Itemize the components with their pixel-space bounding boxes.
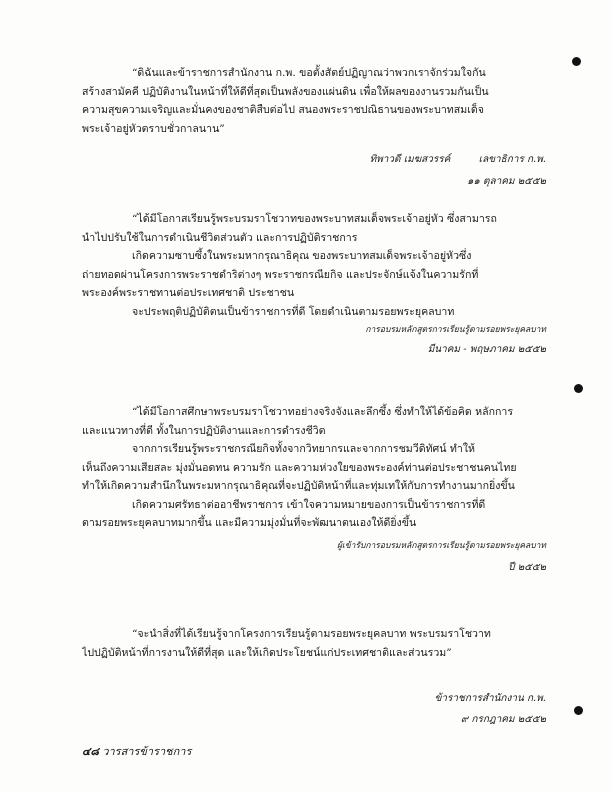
quote-line: และแนวทางที่ดี ทั้งในการปฏิบัติงานและการดำรงชีวิต <box>82 424 326 437</box>
quote-line: ทำให้เกิดความสำนึกในพระมหากรุณาธิคุณที่จะปฏิบัติหน้าที่และทุ่มเทให้กับการทำงานมากยิ่งขึ้น <box>82 480 515 492</box>
quote-line: ไปปฏิบัติหน้าที่การงานให้ดีที่สุด และให้เกิดประโยชน์แก่ประเทศชาติและส่วนรวม” <box>82 646 452 659</box>
quote-line: นำไปปรับใช้ในการดำเนินชีวิตส่วนตัว และการปฏิบัติราชการ <box>82 231 358 244</box>
page-footer <box>82 742 191 760</box>
quote1-date: ๑๑ ตุลาคม ๒๕๕๒ <box>467 176 546 187</box>
binder-hole-bottom <box>574 706 583 715</box>
quote-line: ถ่ายทอดผ่านโครงการพระราชดำริต่างๆ พระราชกรณียกิจ และประจักษ์แจ้งในความรักที่ <box>82 268 479 281</box>
quote3-source: ผู้เข้ารับการอบรมหลักสูตรการเรียนรู้ตามรอยพระยุคลบาท <box>336 541 546 551</box>
quote-line: ความสุขความเจริญและมั่นคงของชาติสืบต่อไป สนองพระราชปณิธานของพระบาทสมเด็จ <box>82 104 484 116</box>
quote-ocsc-staff <box>82 625 560 662</box>
binder-hole-top <box>572 57 581 66</box>
quote1-attribution <box>370 153 546 167</box>
quote-trainee-2 <box>82 403 560 533</box>
quote2-date: มีนาคม - พฤษภาคม ๒๕๕๒ <box>427 344 546 355</box>
quote-secretary-general <box>82 64 560 138</box>
quote-line: “ได้มีโอกาสเรียนรู้พระบรมราโชวาทของพระบาทสมเด็จพระเจ้าอยู่หัว ซึ่งสามารถ <box>132 213 497 225</box>
quote-line: ตามรอยพระยุคลบาทมากขึ้น และมีความมุ่งมั่นที่จะพัฒนาตนเองให้ดียิ่งขึ้น <box>82 517 417 529</box>
quote-line: เกิดความซาบซึ้งในพระมหากรุณาธิคุณ ของพระบาทสมเด็จพระเจ้าอยู่หัวซึ่ง <box>132 250 472 262</box>
quote4-date: ๙ กรกฎาคม ๒๕๕๒ <box>460 714 546 725</box>
quote-line: “ดิฉันและข้าราชการสำนักงาน ก.พ. ขอตั้งสัตย์ปฏิญาณว่าพวกเราจักร่วมใจกัน <box>132 67 486 79</box>
journal-name: วารสารข้าราชการ <box>102 745 192 758</box>
quote4-author: ข้าราชการสำนักงาน ก.พ. <box>434 693 546 704</box>
quote-line: เห็นถึงความเสียสละ มุ่งมั่นอดทน ความรัก และความห่วงใยของพระองค์ท่านต่อประชาชนคนไทย <box>82 461 517 474</box>
quote3-date: ปี ๒๕๕๒ <box>508 562 546 573</box>
quote-line: สร้างสามัคคี ปฏิบัติงานในหน้าที่ให้ดีที่สุดเป็นพลังของแผ่นดิน เพื่อให้ผลของงานรวมกันเป็น <box>82 85 489 98</box>
quote-line: เกิดความศรัทธาต่ออาชีพราชการ เข้าใจความหมายของการเป็นข้าราชการที่ดี <box>132 498 486 511</box>
quote-line: จากการเรียนรู้พระราชกรณียกิจทั้งจากวิทยากรและจากการชมวีดิทัศน์ ทำให้ <box>132 443 475 455</box>
quote-line: พระเจ้าอยู่หัวตราบชั่วกาลนาน” <box>82 122 225 135</box>
author-name: ทิพาวดี เมฆสวรรค์ <box>369 154 451 165</box>
binder-hole-middle <box>574 384 583 393</box>
quote-line: “จะนำสิ่งที่ได้เรียนรู้จากโครงการเรียนรู้ตามรอยพระยุคลบาท พระบรมราโชวาท <box>132 628 491 640</box>
quote-trainee-1 <box>82 210 560 321</box>
author-title: เลขาธิการ ก.พ. <box>478 154 546 165</box>
quote-line: “ได้มีโอกาสศึกษาพระบรมราโชวาทอย่างจริงจังและลึกซึ้ง ซึ่งทำให้ได้ข้อคิด หลักการ <box>132 406 514 418</box>
quote-line: พระองค์พระราชทานต่อประเทศชาติ ประชาชน <box>82 287 295 299</box>
quote2-source: การอบรมหลักสูตรการเรียนรู้ตามรอยพระยุคลบาท <box>365 325 546 335</box>
quote-line: จะประพฤติปฏิบัติตนเป็นข้าราชการที่ดี โดยดำเนินตามรอยพระยุคลบาท <box>132 305 455 318</box>
page-number: ๔๘ <box>82 745 99 758</box>
